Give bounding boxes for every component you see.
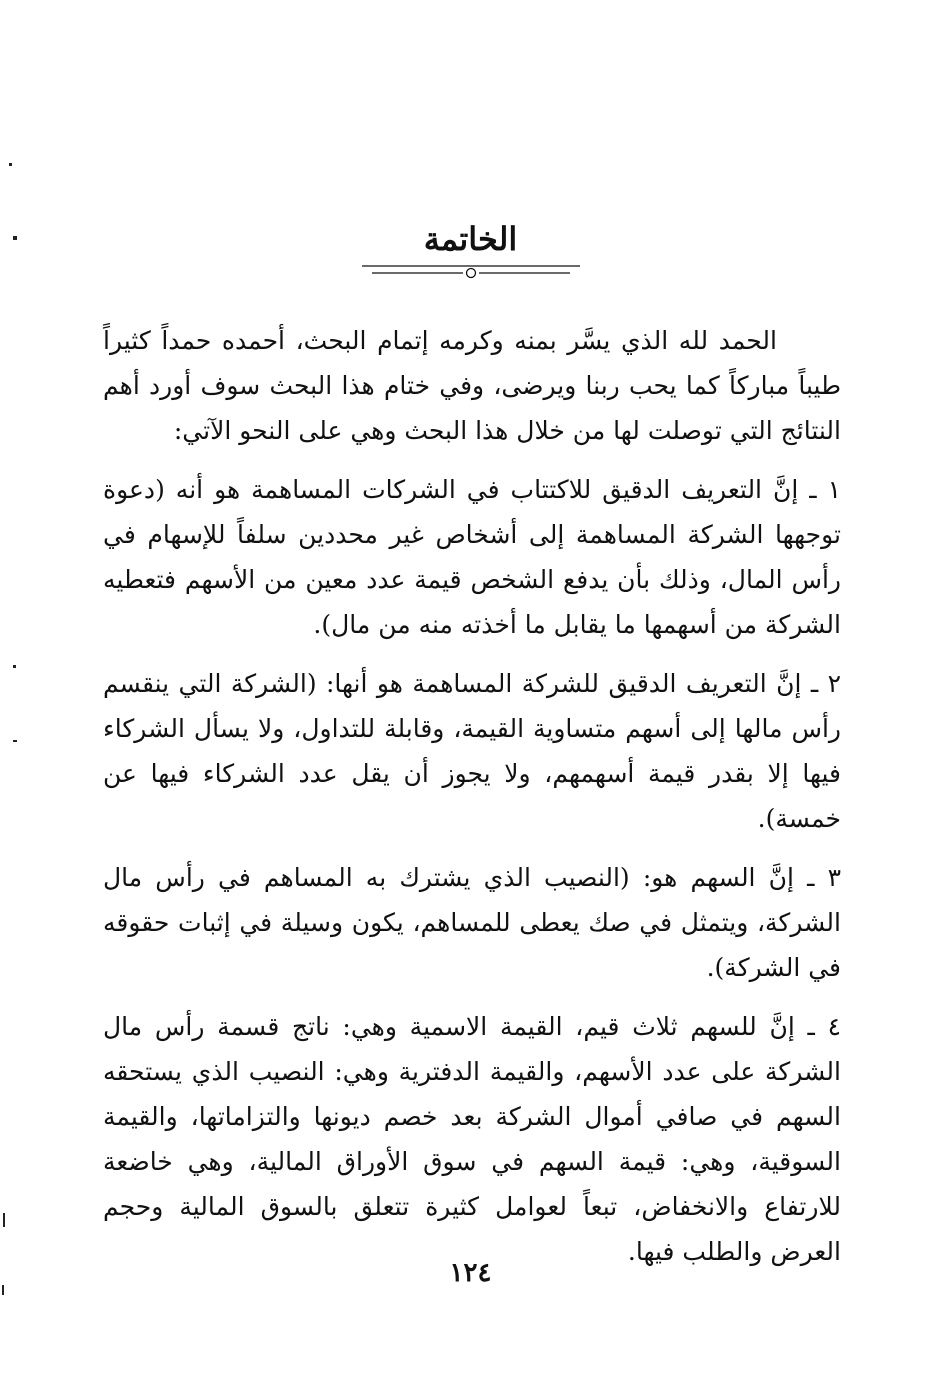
result-paragraph-1: ١ ـ إنَّ التعريف الدقيق للاكتتاب في الشركات المساهمة هو أنه (دعوة توجهها الشركة المساهمة إلى أشخاص غير محددين سلفاً للإسهام في رأس المال، وذلك بأن يدفع الشخص قيمة عدد معين من الأسهم فتعطيه الشركة من أسهمها ما يقابل ما أخذته منه من مال). xyxy=(103,475,841,639)
result-paragraph-2: ٢ ـ إنَّ التعريف الدقيق للشركة المساهمة هو أنها: (الشركة التي ينقسم رأس مالها إلى أسهم متساوية القيمة، وقابلة للتداول، ولا يسأل الشركاء فيها إلا بقدر قيمة أسهمهم، ولا يجوز أن يقل عدد الشركاء فيها عن خمسة). xyxy=(103,669,841,833)
scan-mark xyxy=(3,1213,5,1227)
page-number: ١٢٤ xyxy=(449,1258,492,1288)
intro-paragraph: الحمد لله الذي يسَّر بمنه وكرمه إتمام البحث، أحمده حمداً كثيراً طيباً مباركاً كما يحب ربنا ويرضى، وفي ختام هذا البحث سوف أورد أهم النتائج التي توصلت لها من خلال هذا البحث وهي على النحو الآتي: xyxy=(103,326,841,445)
result-paragraph-3: ٣ ـ إنَّ السهم هو: (النصيب الذي يشترك به المساهم في رأس مال الشركة، ويتمثل في صك يعطى للمساهم، يكون وسيلة في إثبات حقوقه في الشركة). xyxy=(103,863,841,982)
title-divider-ornament xyxy=(358,262,584,280)
result-paragraph-4: ٤ ـ إنَّ للسهم ثلاث قيم، القيمة الاسمية وهي: ناتج قسمة رأس مال الشركة على عدد الأسهم، والقيمة الدفترية وهي: النصيب الذي يستحقه السهم في صافي أموال الشركة بعد خصم ديونها والتزاماتها، والقيمة السوقية، وهي: قيمة السهم في سوق الأوراق المالية، وهي خاضعة للارتفاع والانخفاض، تبعاً لعوامل كثيرة تتعلق بالسوق المالية وحجم العرض والطلب فيها. xyxy=(103,1012,841,1266)
page-title: الخاتمة xyxy=(423,220,518,258)
body-text xyxy=(103,318,841,1288)
scan-mark xyxy=(9,163,12,166)
scan-mark xyxy=(13,665,16,668)
scan-mark xyxy=(13,740,17,742)
